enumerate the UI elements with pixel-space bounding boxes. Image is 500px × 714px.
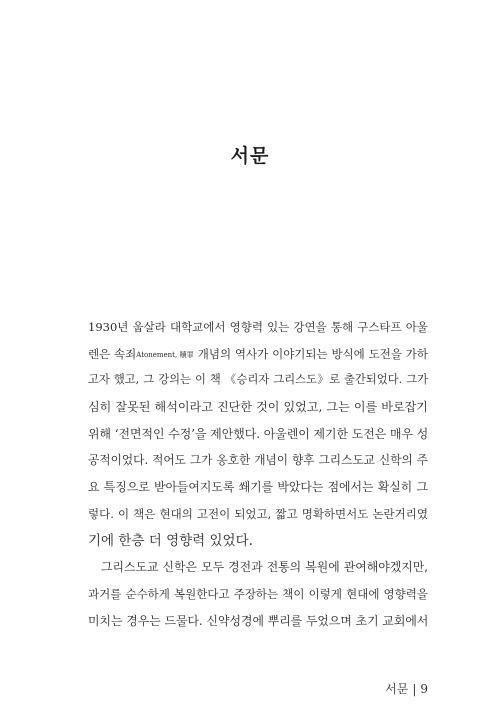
text-line: 공적이었다. 적어도 그가 옹호한 개념이 향후 그리스도교 신학의 주	[88, 453, 428, 468]
footer-separator: |	[412, 682, 417, 696]
page-title: 서문	[230, 145, 270, 167]
footer-section-title: 서문	[385, 682, 409, 696]
text-line: 위해 ‘전면적인 수정’을 제안했다. 아울렌이 제기한 도전은 매우 성	[88, 426, 429, 441]
text-fragment: 개념의 역사가 이야기되는 방식에 도전을 가하	[193, 346, 428, 361]
body-text	[88, 314, 428, 634]
text-line: 1930년 웁살라 대학교에서 영향력 있는 강연을 통해 구스타프 아울	[88, 320, 428, 334]
page-number: 9	[420, 682, 428, 696]
text-line: 그리스도교 신학은 모두 경전과 전통의 복원에 관여해야겠지만,	[101, 560, 428, 575]
annotation-term: Atonement, 贖罪	[136, 350, 194, 359]
text-line: 기에 한층 더 영향력 있었다.	[88, 532, 253, 549]
page-footer	[385, 680, 428, 697]
text-fragment: 렌은 속죄	[88, 346, 137, 361]
text-line: 미치는 경우는 드물다. 신약성경에 뿌리를 두었으며 초기 교회에서	[88, 613, 429, 628]
paragraph-2	[88, 554, 428, 634]
text-line: 고자 했고, 그 강의는 이 책 《승리자 그리스도》로 출간되었다. 그가	[88, 373, 428, 387]
text-line: 요 특징으로 받아들여지도록 쐐기를 박았다는 점에서는 확실히 그	[88, 480, 428, 495]
text-line	[88, 341, 428, 368]
text-line: 심히 잘못된 해석이라고 진단한 것이 있었고, 그는 이를 바로잡기	[88, 400, 428, 415]
text-line: 렇다. 이 책은 현대의 고전이 되었고, 짧고 명확하면서도 논란거리였	[88, 506, 428, 521]
text-line: 과거를 순수하게 복원한다고 주장하는 책이 이렇게 현대에 영향력을	[88, 586, 428, 601]
paragraph-1	[88, 314, 428, 554]
